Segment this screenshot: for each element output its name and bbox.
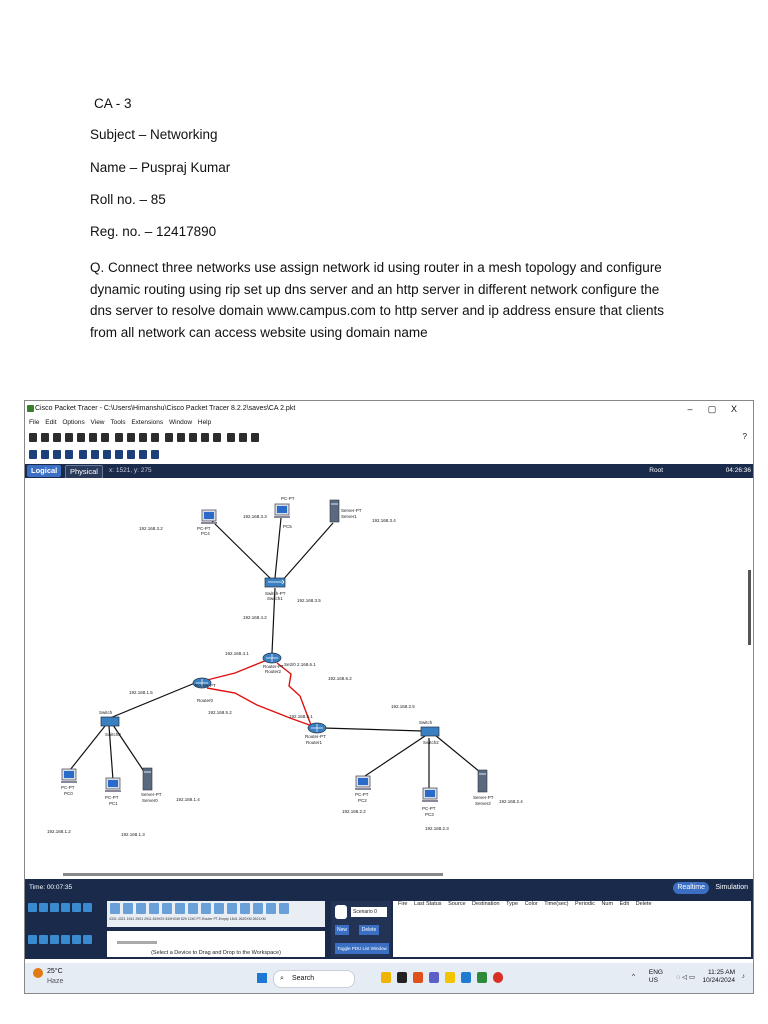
pdu-column-header: Color (524, 901, 538, 907)
chrome-app-icon[interactable] (493, 972, 503, 983)
windows-start-icon[interactable] (257, 973, 267, 983)
main-toolbar (25, 430, 753, 446)
security-icon[interactable] (72, 935, 81, 944)
redo-icon[interactable] (151, 433, 159, 442)
search-label: Search (292, 975, 315, 982)
ip-label: 192.168.4.1 (225, 651, 249, 656)
pc2-name-label: PC2 (358, 798, 367, 803)
scenario-panel (331, 901, 391, 957)
freeform-icon[interactable] (127, 450, 135, 459)
misc-icon[interactable] (72, 903, 81, 912)
rectangle-icon[interactable] (103, 450, 111, 459)
router1-type-label: Router-PT (305, 734, 326, 739)
minimize-button[interactable]: – (687, 404, 693, 414)
network-info-icon[interactable] (89, 433, 97, 442)
drawing-palette-icon[interactable] (201, 433, 209, 442)
weather-condition: Haze (47, 978, 64, 985)
link-router0-router1 (207, 688, 315, 727)
server0-name-label: Server0 (142, 798, 158, 803)
device-panel (25, 897, 753, 959)
undo-icon[interactable] (139, 433, 147, 442)
tab-physical[interactable]: Physical (65, 465, 103, 479)
select-icon[interactable] (29, 450, 37, 459)
link-switch2-server2 (435, 735, 480, 772)
new-scenario-button[interactable]: New (336, 927, 347, 933)
pc1-name-label: PC1 (109, 801, 118, 806)
device-model-label: 4321 (117, 917, 126, 921)
clock-date: 10/24/2024 (702, 977, 735, 984)
network-topology (25, 478, 753, 874)
line-icon[interactable] (91, 450, 99, 459)
link-router0-switch0 (110, 683, 195, 718)
packet-tracer-app-icon (27, 405, 34, 412)
multiuser-icon[interactable] (83, 903, 92, 912)
save-icon[interactable] (53, 433, 61, 442)
ip-label: 192.168.4.2 (243, 615, 267, 620)
menu-bar (25, 417, 753, 429)
custom-device-icon[interactable] (101, 433, 109, 442)
taskbar-search[interactable] (273, 970, 355, 988)
pdu-list-table (393, 901, 751, 957)
logical-workspace[interactable] (25, 478, 753, 874)
pc0-type-label: PC-PT (61, 785, 75, 790)
pdu-column-header: Type (506, 901, 519, 907)
simulation-mode-button[interactable]: Simulation (715, 884, 748, 891)
wan-emulation-icon[interactable] (83, 935, 92, 944)
new-file-icon[interactable] (29, 433, 37, 442)
zoom-in-icon[interactable] (165, 433, 173, 442)
clock[interactable] (702, 969, 735, 985)
ip-label: 192.168.3.4 (372, 518, 396, 523)
link-pc4-switch1 (212, 521, 273, 581)
pc4-device[interactable] (201, 510, 217, 524)
router1-device[interactable] (308, 723, 326, 733)
link-router2-router0 (207, 660, 267, 680)
device-category-row (27, 901, 93, 919)
server0-type-label: Server-PT (141, 792, 162, 797)
switches-icon[interactable] (39, 935, 48, 944)
device-2901-icon[interactable] (149, 903, 159, 914)
link-switch2-pc2 (365, 736, 425, 776)
doc-reg: Reg. no. – 12417890 (90, 224, 217, 239)
wireless-icon[interactable] (61, 935, 70, 944)
device-1841-icon[interactable] (253, 903, 263, 914)
link-switch0-pc0 (70, 726, 105, 770)
router2-name-label: Router2 (265, 669, 282, 674)
menu-view[interactable]: View (90, 419, 105, 426)
pdu-column-header: Edit (619, 901, 630, 907)
ip-label: 192.168.2.2 (342, 809, 366, 814)
ip-label: 192.168.5.1 (289, 714, 313, 719)
router2-type-label: Router-PT (263, 664, 284, 669)
language-indicator[interactable] (649, 969, 663, 985)
window-title: Cisco Packet Tracer - C:\Users\Himanshu\Cisco Packet Tracer 8.2.2\saves\CA 2.pkt (35, 405, 296, 412)
pdu-column-header: Last Status (414, 901, 442, 907)
cursor-coordinates: x: 1521, y: 275 (109, 467, 152, 474)
title-bar (25, 401, 753, 417)
device-model-label: 2911 (144, 917, 152, 921)
menu-window[interactable]: Window (168, 419, 193, 426)
routers-icon[interactable] (28, 935, 37, 944)
device-model-label: PT-Router (196, 917, 213, 921)
language-code: ENG (648, 969, 663, 976)
view-icon[interactable] (227, 433, 235, 442)
pc5-type-label: PC-PT (281, 496, 295, 501)
print-icon[interactable] (65, 433, 73, 442)
ip-label: 192.168.3.5 (297, 598, 321, 603)
pc3-device[interactable] (422, 788, 438, 802)
pc2-device[interactable] (355, 776, 371, 790)
clock-time: 11:25 AM (708, 969, 735, 976)
switch1-type-label: Switch-PT (265, 591, 286, 596)
menu-options[interactable]: Options (62, 419, 85, 426)
root-label[interactable]: Root (649, 467, 663, 474)
link-server1-switch1 (281, 523, 333, 582)
scenario-icon (335, 905, 347, 919)
device-pt-router-icon[interactable] (227, 903, 237, 914)
router1-name-label: Router1 (306, 740, 323, 745)
switch0-device[interactable] (101, 717, 119, 726)
doc-title: CA - 3 (94, 96, 132, 111)
device-819hgw-icon[interactable] (188, 903, 198, 914)
weather-icon (33, 968, 43, 978)
device-caption: (Select a Device to Drag and Drop to the Workspace) (151, 950, 281, 956)
pc0-name-label: PC0 (64, 791, 73, 796)
device-model-label: 819IOX (152, 917, 165, 921)
device-model-labels (109, 917, 266, 921)
device-819iox-icon[interactable] (175, 903, 185, 914)
packet-tracer-taskbar-icon[interactable] (477, 972, 487, 983)
doc-roll: Roll no. – 85 (90, 192, 166, 207)
pc1-device[interactable] (105, 778, 121, 792)
delete-scenario-button[interactable]: Delete (359, 925, 379, 935)
server2-name-label: Server2 (475, 801, 491, 806)
doc-subject: Subject – Networking (90, 127, 218, 142)
device-model-label: 4331 (109, 917, 117, 921)
menu-edit[interactable]: Edit (45, 419, 57, 426)
ellipse-icon[interactable] (115, 450, 123, 459)
ip-label: 192.168.2.4 (499, 799, 523, 804)
device-model-label: 1841 (229, 917, 238, 921)
device-model-label: PT-Empty (213, 917, 229, 921)
scenario-select[interactable]: Scenario 0 (351, 907, 387, 917)
tab-logical[interactable]: Logical (27, 465, 61, 477)
paste-icon[interactable] (127, 433, 135, 442)
region-code: US (648, 977, 658, 984)
simulation-time: Time: 00:07:35 (29, 884, 73, 891)
components-icon[interactable] (50, 903, 59, 912)
end-devices-icon[interactable] (39, 903, 48, 912)
device-model-label: 2901 (135, 917, 144, 921)
ip-label: 192.168.1.5 (129, 690, 153, 695)
server1-device[interactable] (330, 500, 339, 522)
device-4331-icon[interactable] (110, 903, 120, 914)
menu-tools[interactable]: Tools (110, 419, 126, 426)
switch2-type-label: Switch (419, 720, 433, 725)
device-pt-empty-icon[interactable] (240, 903, 250, 914)
connections-icon[interactable] (61, 903, 70, 912)
device-1240-icon[interactable] (214, 903, 224, 914)
device-model-label: 819HGW (165, 917, 180, 921)
open-file-icon[interactable] (41, 433, 49, 442)
ip-label: 192.168.1.3 (121, 832, 145, 837)
close-button[interactable]: X (730, 404, 737, 414)
server2-type-label: Server-PT (473, 795, 494, 800)
workspace-list-icon[interactable] (239, 433, 247, 442)
pc5-device[interactable] (274, 504, 290, 518)
network-devices-icon[interactable] (28, 903, 37, 912)
window-controls (679, 401, 745, 417)
pc4-name-label: PC4 (201, 531, 210, 536)
device-model-label: 2621XM (252, 917, 266, 921)
pc3-type-label: PC-PT (422, 806, 436, 811)
pc4-type-label: PC-PT (197, 526, 211, 531)
complex-pdu-icon[interactable] (151, 450, 159, 459)
menu-help[interactable]: Help (197, 419, 212, 426)
vertical-scrollbar[interactable] (748, 570, 751, 645)
widgets-app-icon[interactable] (381, 972, 391, 983)
device-1941-icon[interactable] (136, 903, 146, 914)
teams-app-icon[interactable] (429, 972, 439, 983)
view-time: 04:26:36 (725, 467, 751, 474)
pc3-name-label: PC3 (425, 812, 434, 817)
menu-extensions[interactable]: Extensions (131, 419, 164, 426)
weather-temperature: 25°C (47, 968, 63, 975)
switch0-name-label: Switch0 (105, 732, 121, 737)
link-router1-switch2 (323, 728, 423, 731)
delete-icon[interactable] (53, 450, 61, 459)
device-scroll-bar[interactable] (117, 941, 157, 944)
device-subcategory-row (27, 933, 93, 951)
realtime-mode-button[interactable]: Realtime (673, 882, 709, 894)
windows-taskbar (25, 963, 753, 993)
router2-device[interactable] (263, 653, 281, 663)
search-icon: ⌕ (280, 975, 284, 982)
pc5-name-label: PC5 (283, 524, 292, 529)
pdu-column-header: Source (448, 901, 466, 907)
ip-label: 192.168.2.3 (425, 826, 449, 831)
router0-type-label: Router-PT (195, 683, 216, 688)
help-button[interactable]: ? (742, 432, 747, 441)
inspect-icon[interactable] (41, 450, 49, 459)
pdu-column-header: Time(sec) (544, 901, 569, 907)
ip-label: 192.168.2.5 (391, 704, 415, 709)
hubs-icon[interactable] (50, 935, 59, 944)
ip-label: 192.168.1.4 (176, 797, 200, 802)
edge-app-icon[interactable] (461, 972, 471, 983)
server2-device[interactable] (478, 770, 487, 792)
pdu-column-header: Destination (472, 901, 500, 907)
zoom-out-icon[interactable] (189, 433, 197, 442)
pdu-column-header: Fire (398, 901, 408, 907)
device-4321-icon[interactable] (123, 903, 133, 914)
pdu-column-header: Num (601, 901, 614, 907)
maximize-button[interactable]: ▢ (707, 404, 717, 414)
device-2620xm-icon[interactable] (266, 903, 276, 914)
device-829-icon[interactable] (201, 903, 211, 914)
pc0-device[interactable] (61, 769, 77, 783)
device-model-label: 1240 (187, 917, 196, 921)
ip-label: 192.168.5.2 (208, 710, 232, 715)
link-pc5-switch1 (275, 518, 281, 578)
notification-bell-icon[interactable]: ♪ (741, 973, 745, 980)
pdu-column-header: Periodic (575, 901, 595, 907)
copilot-app-icon[interactable] (413, 972, 423, 983)
pdu-column-header: Delete (635, 901, 652, 907)
custom-icon[interactable] (213, 433, 221, 442)
time-bar (25, 879, 753, 897)
activity-wizard-icon[interactable] (77, 433, 85, 442)
task-view-icon[interactable] (397, 972, 407, 983)
image-icon[interactable] (251, 433, 259, 442)
tray-chevron-icon[interactable]: ^ (631, 973, 635, 980)
zoom-reset-icon[interactable] (177, 433, 185, 442)
resize-icon[interactable] (65, 450, 73, 459)
doc-name: Name – Puspraj Kumar (90, 160, 231, 175)
ip-label: 192.168.3.2 (139, 526, 163, 531)
router0-name-label: Router0 (197, 698, 214, 703)
switch2-name-label: Switch2 (423, 740, 439, 745)
ip-label: 192.168.3.3 (243, 514, 267, 519)
doc-question: Q. Connect three networks use assign network id using router in a mesh topology and configure dynamic routing using rip set up dns server and an http server in different network configure the dns server to resolve domain www.campus.com to http server and ip address ensure that clients from all network can access website using domain name (90, 260, 665, 340)
copy-icon[interactable] (115, 433, 123, 442)
server1-type-label: Server-PT (341, 508, 362, 513)
toggle-pdu-list-button[interactable]: Toggle PDU List Window (335, 943, 389, 954)
packet-tracer-window (24, 400, 754, 994)
menu-file[interactable]: File (29, 419, 40, 426)
device-selection-area (107, 931, 325, 957)
device-2911-icon[interactable] (162, 903, 172, 914)
horizontal-scrollbar[interactable] (63, 873, 443, 876)
simple-pdu-icon[interactable] (139, 450, 147, 459)
switch1-device[interactable] (265, 578, 285, 587)
switch1-name-label: Switch1 (267, 596, 283, 601)
switch0-type-label: Switch (99, 710, 113, 715)
ip-label: 192.168.6.2 (328, 676, 352, 681)
note-icon[interactable] (79, 450, 87, 459)
server0-device[interactable] (143, 768, 152, 790)
pc2-type-label: PC-PT (355, 792, 369, 797)
file-explorer-icon[interactable] (445, 972, 455, 983)
ip-label: Se2/0 2.168.6.1 (284, 662, 316, 667)
network-volume-battery-icons[interactable]: ◌ ◁ ▭ (676, 974, 695, 981)
device-2621xm-icon[interactable] (279, 903, 289, 914)
device-model-label: 2620XM (238, 917, 252, 921)
view-bar (25, 464, 753, 478)
ip-label: 192.168.1.2 (47, 829, 71, 834)
pc1-type-label: PC-PT (105, 795, 119, 800)
device-list (107, 901, 325, 927)
switch2-device[interactable] (421, 727, 439, 736)
device-model-label: 1941 (126, 917, 135, 921)
tools-toolbar (25, 447, 753, 463)
server1-name-label: Server1 (341, 514, 357, 519)
device-model-label: 829 (180, 917, 187, 921)
